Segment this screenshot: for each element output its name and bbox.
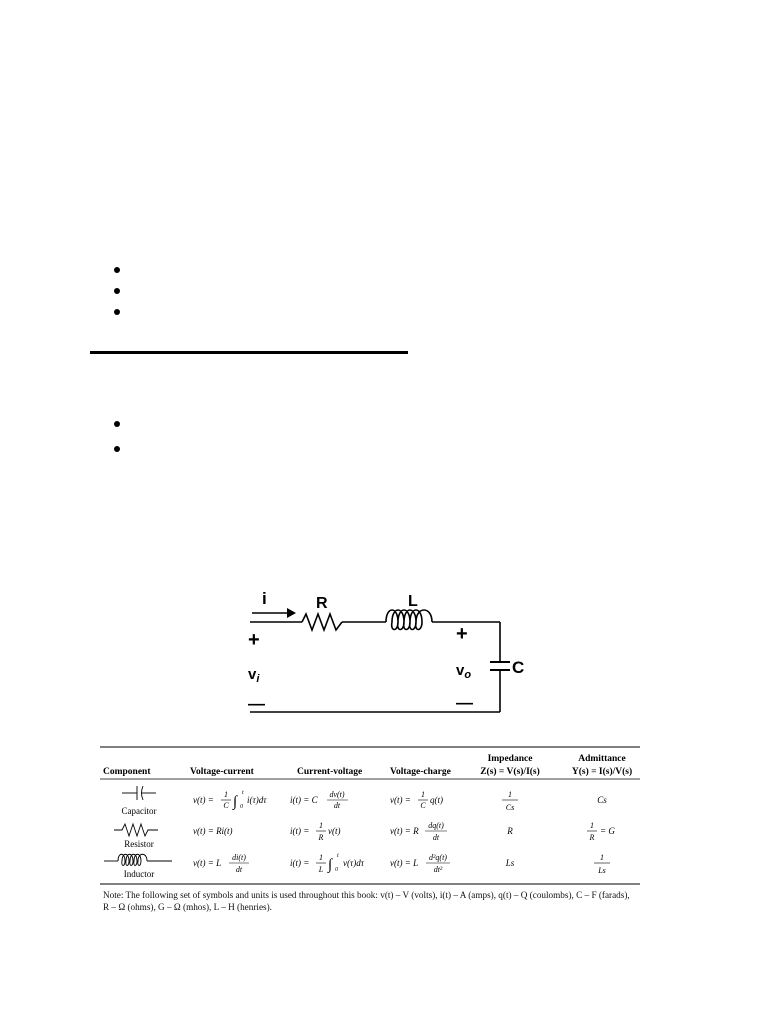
cap-vi-int-upper: t: [242, 790, 244, 796]
cap-impedance-num: 1: [508, 790, 512, 799]
current-arrow: [252, 608, 296, 618]
resistor-symbol: [302, 614, 342, 630]
header-voltage-current: Voltage-current: [190, 767, 254, 777]
res-iv-num: 1: [319, 821, 323, 830]
res-vi: v(t) = Ri(t): [193, 826, 233, 836]
cap-vq-num: 1: [421, 790, 425, 799]
ind-impedance: Ls: [505, 858, 515, 868]
input-minus-sign: —: [248, 694, 265, 713]
res-vq-lhs: v(t) = R: [390, 826, 419, 836]
res-iv-lhs: i(t) =: [290, 826, 310, 836]
res-vq-num: dq(t): [428, 821, 444, 830]
ind-vq-den: dt²: [433, 865, 443, 874]
input-plus-sign: +: [248, 629, 260, 651]
cap-vq-den: C: [420, 801, 426, 810]
inductor-table-symbol: [104, 854, 172, 865]
ind-vi-lhs: v(t) = L: [193, 858, 222, 868]
header-impedance-formula: Z(s) = V(s)/I(s): [480, 767, 540, 777]
cap-vi-integral: ∫: [233, 794, 238, 810]
capacitor-symbol: [122, 786, 156, 800]
bullet-4: [114, 421, 120, 427]
row-inductor-label: Inductor: [123, 869, 155, 879]
cap-admittance: Cs: [597, 795, 607, 805]
output-minus-sign: —: [456, 693, 473, 712]
cap-vq-lhs: v(t) =: [390, 795, 411, 805]
rlc-circuit-diagram: [238, 580, 525, 725]
horizontal-rule: [90, 351, 408, 354]
cap-iv-den: dt: [333, 801, 341, 810]
table-row-resistor: [114, 821, 615, 849]
current-label: i: [262, 589, 267, 608]
table-note-line-2: R – Ω (ohms), G – Ω (mhos), L – H (henries).: [103, 902, 272, 912]
inductor-symbol: [386, 610, 432, 630]
component-relations-table: [100, 746, 640, 886]
row-capacitor-label: Capacitor: [121, 806, 157, 816]
capacitor-label: C: [512, 658, 525, 677]
header-admittance-formula: Y(s) = I(s)/V(s): [571, 767, 633, 777]
bullet-2: [114, 288, 120, 294]
res-admittance-rest: = G: [600, 826, 615, 836]
cap-impedance-den: Cs: [505, 803, 515, 812]
table-note-line-1: Note: The following set of symbols and units is used throughout this book: v(t) – V (volts), i(t) – A (amps), q(t) – Q (coulombs), C – F (farads),: [103, 890, 630, 900]
ind-vq-num: d²q(t): [429, 853, 447, 862]
cap-iv-num: dv(t): [329, 790, 345, 799]
table-row-inductor: [104, 853, 610, 879]
resistor-table-symbol: [114, 824, 158, 836]
input-voltage-label: $v_i$: [248, 666, 260, 685]
res-impedance: R: [507, 826, 513, 836]
res-admittance-den: R: [589, 833, 595, 842]
header-admittance: Admittance: [578, 754, 626, 764]
header-current-voltage: Current-voltage: [297, 767, 363, 777]
cap-vq-rest: q(t): [430, 795, 443, 805]
ind-iv-int-upper: t: [337, 853, 339, 859]
ind-iv-den: L: [318, 865, 324, 874]
ind-admittance-den: Ls: [598, 866, 606, 875]
res-iv-den: R: [318, 833, 324, 842]
cap-vi-den: C: [223, 801, 229, 810]
res-admittance-num: 1: [590, 821, 594, 830]
ind-iv-integral: ∫: [328, 857, 333, 873]
cap-vi-num: 1: [224, 790, 228, 799]
cap-vi-int-lower: 0: [240, 804, 243, 810]
cap-iv-lhs: i(t) = C: [290, 795, 318, 805]
ind-iv-lhs: i(t) =: [290, 858, 310, 868]
ind-iv-rest: v(τ)dτ: [343, 858, 364, 868]
header-component: Component: [103, 767, 151, 777]
table-note: [103, 889, 648, 913]
output-plus-sign: +: [456, 623, 468, 645]
ind-iv-num: 1: [319, 853, 323, 862]
header-voltage-charge: Voltage-charge: [390, 767, 451, 777]
ind-admittance-num: 1: [600, 853, 604, 862]
ind-vi-num: di(t): [232, 853, 246, 862]
ind-vq-lhs: v(t) = L: [390, 858, 419, 868]
row-resistor-label: Resistor: [124, 839, 154, 849]
table-row-capacitor: [122, 786, 608, 816]
header-impedance: Impedance: [487, 754, 533, 764]
ind-iv-int-lower: 0: [335, 867, 338, 873]
res-vq-den: dt: [432, 833, 440, 842]
inductor-label: L: [408, 593, 418, 610]
bullet-1: [114, 267, 120, 273]
cap-vi-lhs: v(t) =: [193, 795, 214, 805]
output-voltage-label: $v_o$: [456, 662, 472, 681]
resistor-label: R: [316, 595, 328, 612]
ind-vi-den: dt: [235, 865, 243, 874]
cap-vi-rest: i(τ)dτ: [247, 795, 267, 805]
res-iv-rest: v(t): [328, 826, 341, 836]
bullet-5: [114, 446, 120, 452]
bullet-3: [114, 309, 120, 315]
